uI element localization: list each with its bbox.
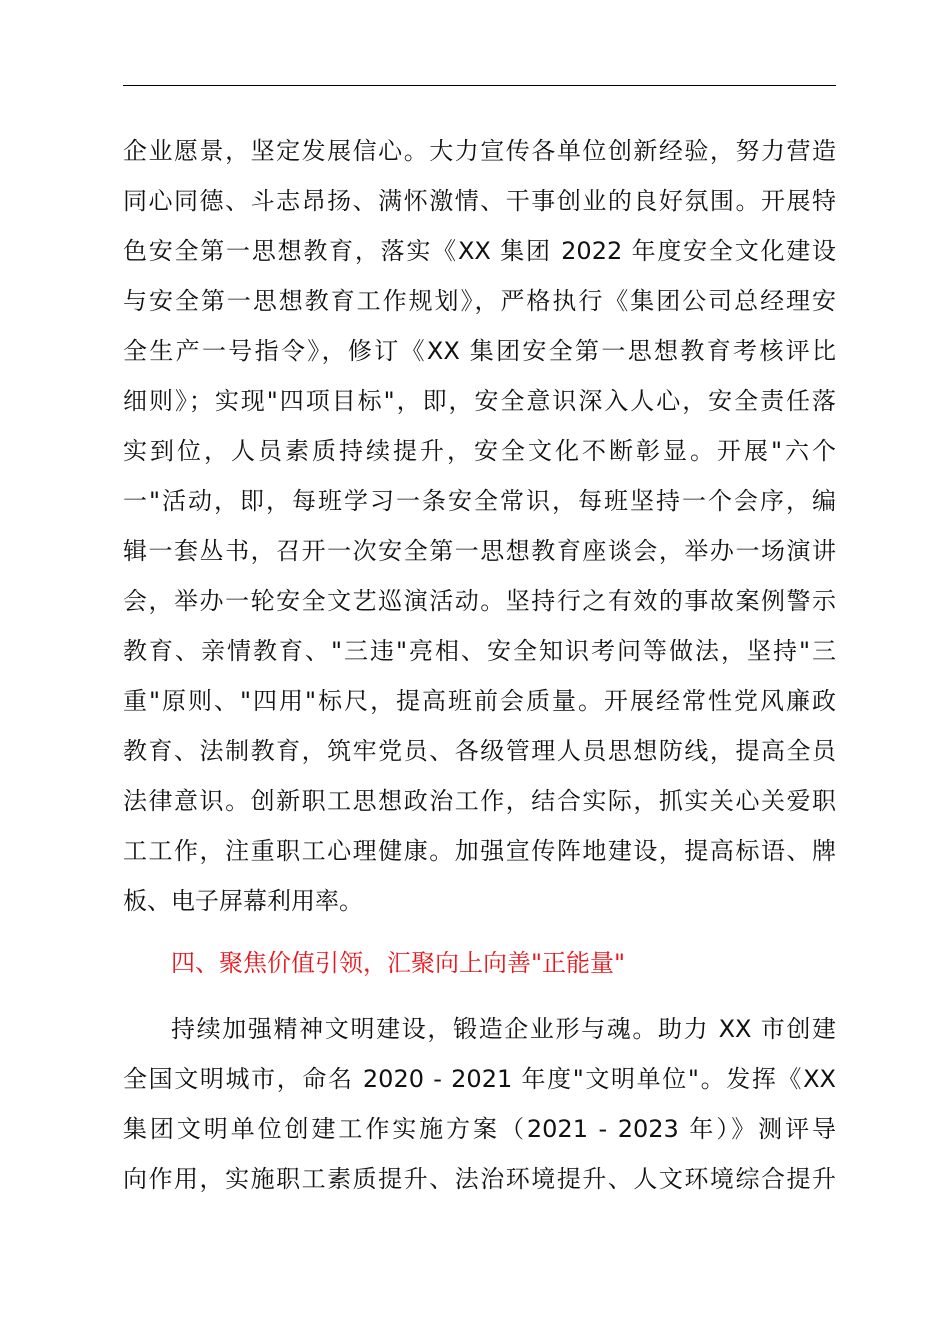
- paragraph-1-line: 实到位，人员素质持续提升，安全文化不断彰显。开展"六个: [123, 437, 836, 465]
- paragraph-1-line: 企业愿景，坚定发展信心。大力宣传各单位创新经验，努力营造: [123, 137, 836, 165]
- paragraph-1-line: 一"活动，即，每班学习一条安全常识，每班坚持一个会序，编: [123, 487, 836, 515]
- header-rule: [123, 85, 836, 86]
- paragraph-2-line: 持续加强精神文明建设，锻造企业形与魂。助力 XX 市创建: [171, 1015, 836, 1043]
- paragraph-2-line: 全国文明城市，命名 2020 - 2021 年度"文明单位"。发挥《XX: [123, 1065, 836, 1093]
- paragraph-1-line: 教育、法制教育，筑牢党员、各级管理人员思想防线，提高全员: [123, 737, 836, 765]
- section-heading: 四、聚焦价值引领，汇聚向上向善"正能量": [171, 949, 626, 977]
- paragraph-1-line: 重"原则、"四用"标尺，提高班前会质量。开展经常性党风廉政: [123, 687, 836, 715]
- paragraph-1-line: 同心同德、斗志昂扬、满怀激情、干事创业的良好氛围。开展特: [123, 187, 836, 215]
- paragraph-1-line: 与安全第一思想教育工作规划》，严格执行《集团公司总经理安: [123, 287, 836, 315]
- paragraph-1-line: 色安全第一思想教育，落实《XX 集团 2022 年度安全文化建设: [123, 237, 836, 265]
- paragraph-1-line: 会，举办一轮安全文艺巡演活动。坚持行之有效的事故案例警示: [123, 587, 836, 615]
- paragraph-1-line: 全生产一号指令》，修订《XX 集团安全第一思想教育考核评比: [123, 337, 836, 365]
- paragraph-1-line: 工工作，注重职工心理健康。加强宣传阵地建设，提高标语、牌: [123, 837, 836, 865]
- paragraph-2-line: 集团文明单位创建工作实施方案（2021 - 2023 年）》测评导: [123, 1115, 836, 1143]
- paragraph-1-line: 细则》；实现"四项目标"，即，安全意识深入人心，安全责任落: [123, 387, 836, 415]
- paragraph-1-line: 板、电子屏幕利用率。: [123, 887, 363, 915]
- paragraph-1-line: 辑一套丛书，召开一次安全第一思想教育座谈会，举办一场演讲: [123, 537, 836, 565]
- paragraph-1-line: 法律意识。创新职工思想政治工作，结合实际，抓实关心关爱职: [123, 787, 836, 815]
- paragraph-2-line: 向作用，实施职工素质提升、法治环境提升、人文环境综合提升: [123, 1165, 836, 1193]
- paragraph-1-line: 教育、亲情教育、"三违"亮相、安全知识考问等做法，坚持"三: [123, 637, 836, 665]
